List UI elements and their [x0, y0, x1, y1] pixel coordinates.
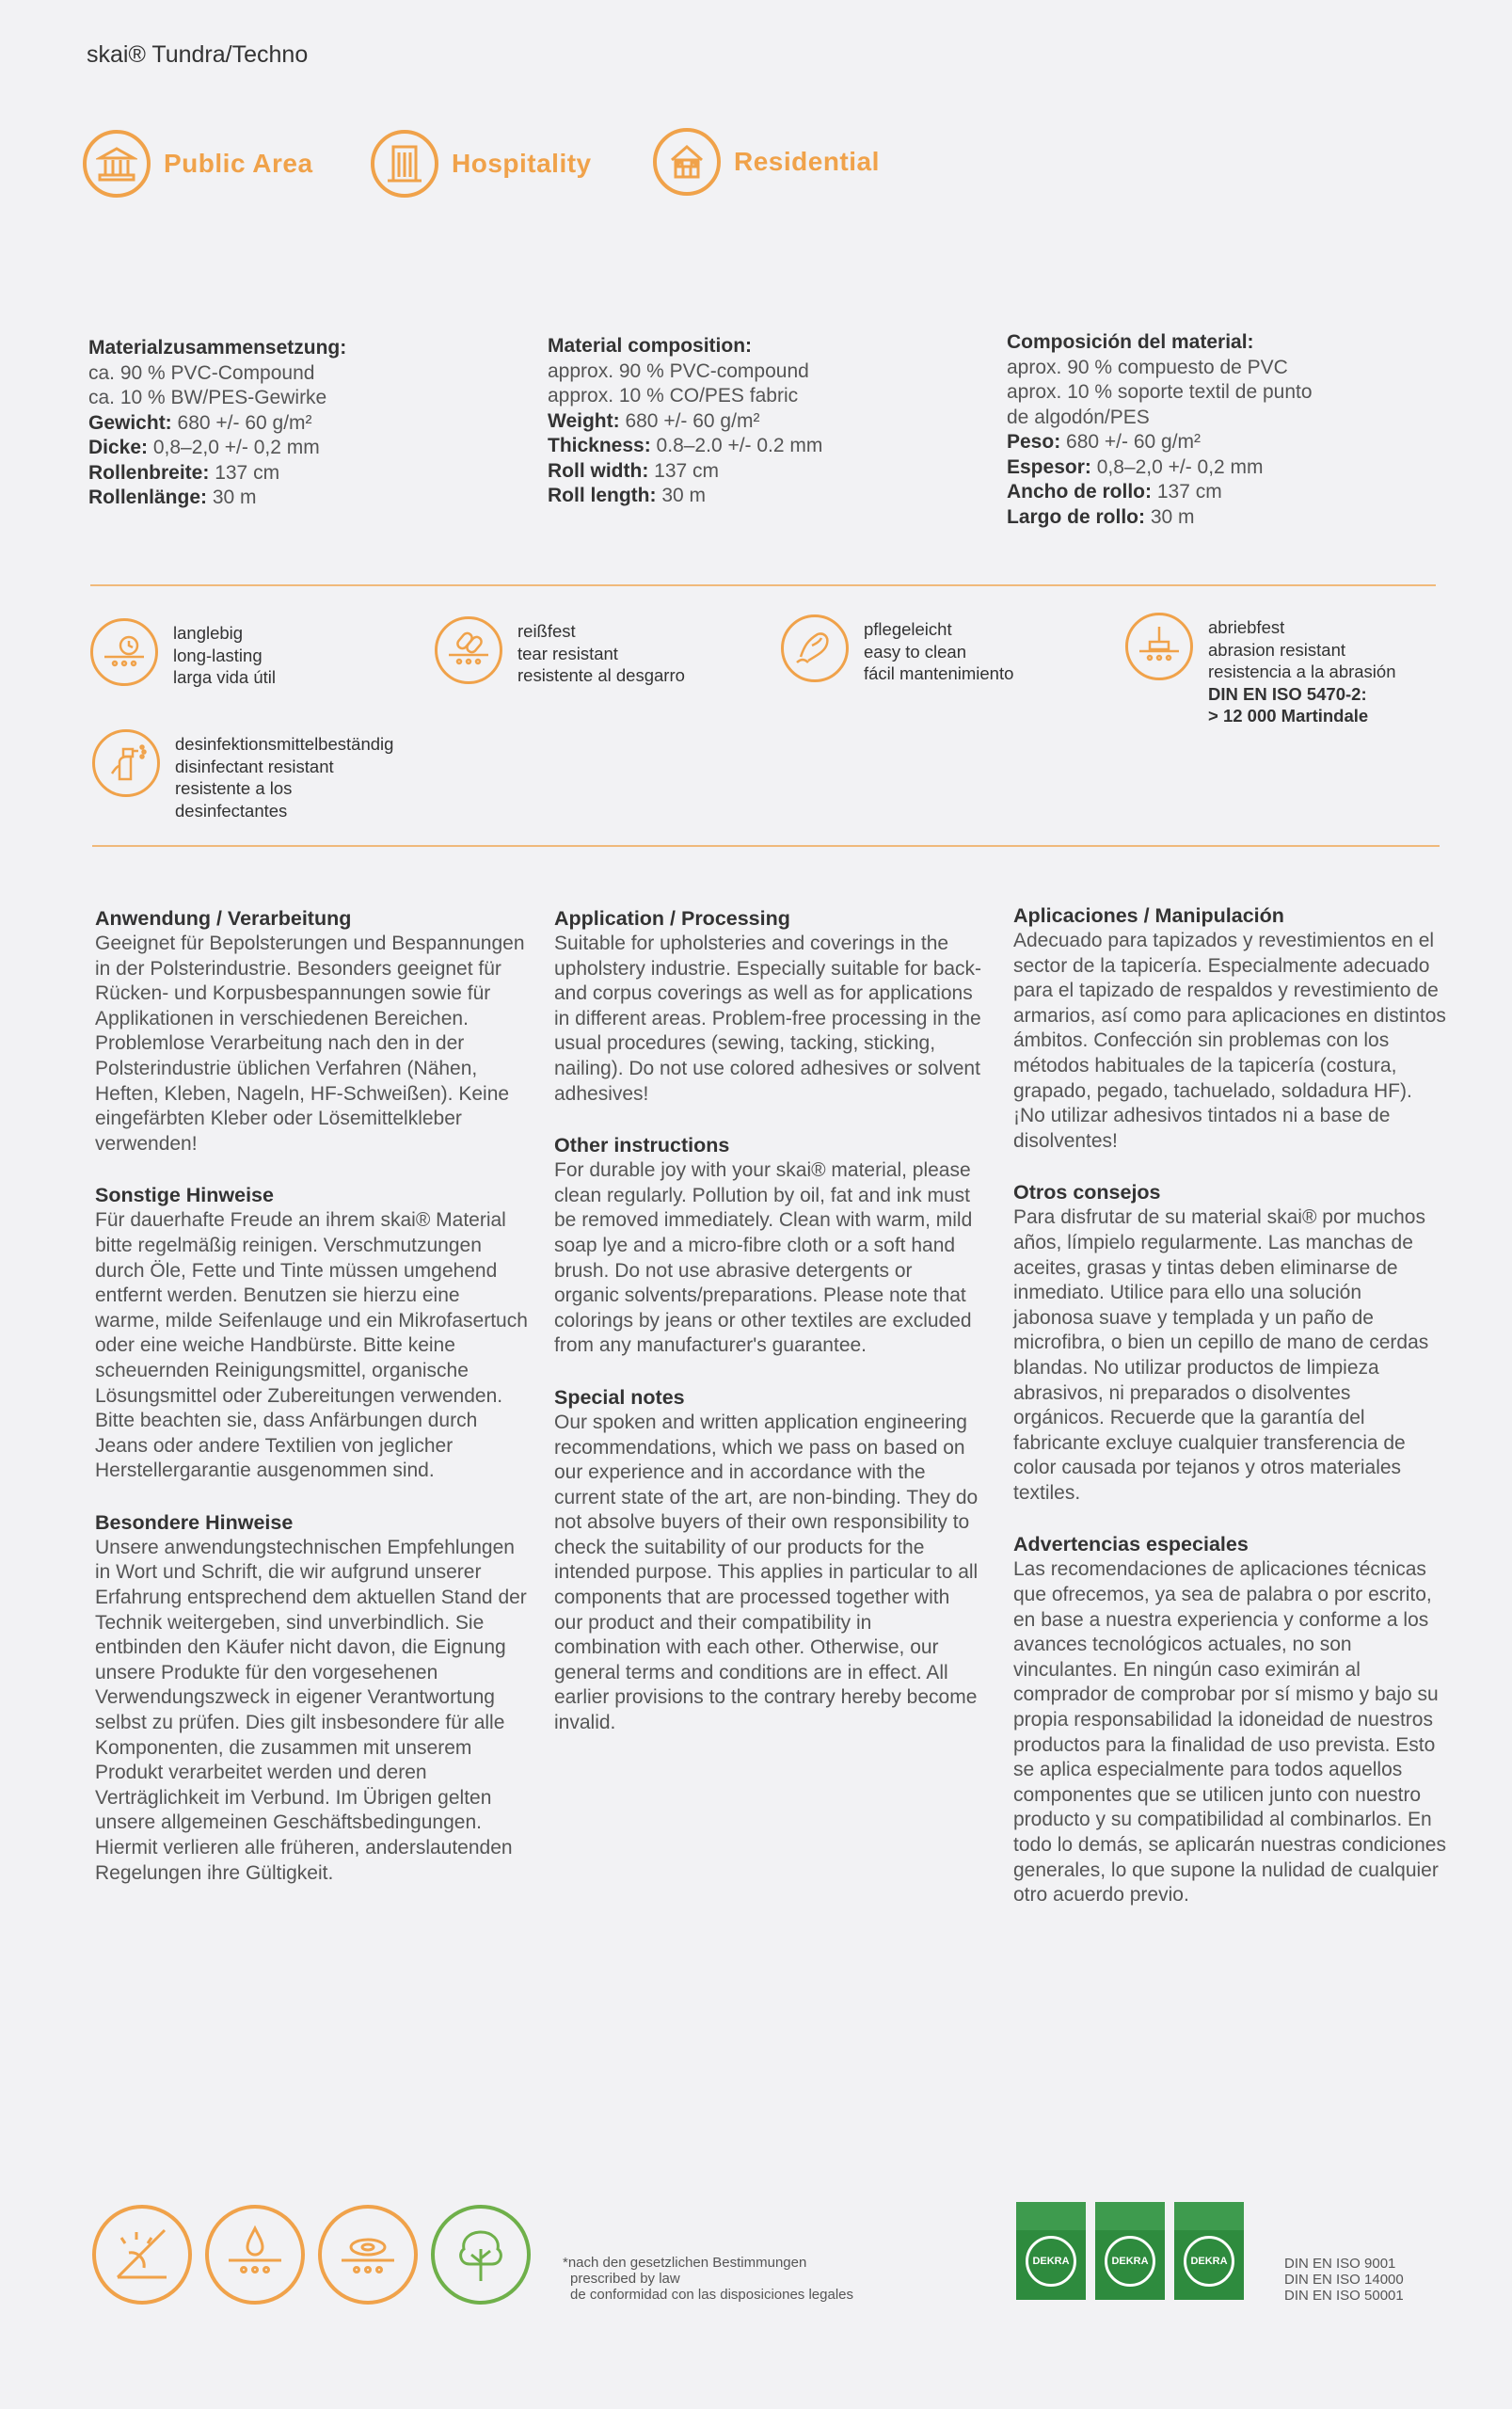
thickness-value: 0,8–2,0 +/- 0,2 mm: [148, 437, 320, 458]
composition-line: de algodón/PES: [1007, 406, 1150, 428]
composition-line: approx. 10 % CO/PES fabric: [548, 385, 799, 407]
feature-label-en: easy to clean: [864, 641, 967, 662]
cert-brand: DEKRA: [1190, 2256, 1228, 2267]
section-text: Para disfrutar de su material skai® por muchos años, límpielo regularmente. Las manchas de aceites, grasas y tintas deben eliminarse de inmediato. Utilice para ello una solución jabonosa suave y templada y un paño de microfibra, o bien un cepillo de mano de cerdas blandas. No utilizar productos de limpieza abrasivos, ni preparados o disolventes orgánicos. Recuerde que la garantía del fabricante excluye cualquier transferencia de color causada por tejanos y otros materiales textiles.: [1013, 1206, 1429, 1504]
feature-disinfectant-resistant: [92, 729, 393, 822]
section-text: For durable joy with your skai® material, please clean regularly. Pollution by oil, fat and ink must be removed immediately. Clean with warm, mild soap lye and a micro-fibre cloth or a soft hand brush. Do not use abrasive detergents or organic solvents/preparations. Please note that colorings by jeans or other textiles are excluded from any manufacturer's guarantee.: [554, 1159, 973, 1357]
weight-value: 680 +/- 60 g/m²: [1060, 431, 1202, 453]
feature-abrasion-resistant: [1125, 613, 1396, 727]
roll-length-label: Largo de rollo:: [1007, 505, 1145, 528]
section-title: Sonstige Hinweise: [95, 1184, 274, 1207]
use-area-hospitality: [371, 130, 592, 198]
clock-durability-icon: [90, 618, 158, 686]
section-text: Unsere anwendungstechnischen Empfehlungen in Wort und Schrift, die wir aufgrund unserer Erfahrung entsprechend dem aktuellen Stand der Technik weitergeben, sind unverbindlich. Sie entbinden den Käufer nicht davon, die Eignung unsere Produkte für den vorgesehenen Verwendungszweck in eigener Verantwortung selbst zu prüfen. Dies gilt insbesondere für alle Komponenten, die zusammen mit unserem Produkt verarbeitet werden und deren Verträglichkeit im Verbund. Im Übrigen gelten unsere allgemeinen Geschäftsbedingungen. Hiermit verlieren alle früheren, anderslautenden Regelungen ihre Gültigkeit.: [95, 1536, 527, 1884]
dekra-certificate-14000: [1095, 2202, 1165, 2300]
feature-label-de: desinfektionsmittelbeständig: [175, 734, 394, 754]
roll-length-label: Roll length:: [548, 485, 657, 506]
house-icon: [653, 128, 721, 196]
use-area-label: Residential: [734, 147, 880, 176]
section-text: Geeignet für Bepolsterungen und Bespannungen in der Polsterindustrie. Besonders geeignet für Rücken- und Korpusbespannungen sowie für Applikationen in verschiedenen Bereichen. Problemlose Verarbeitung nach den in der Polsterindustrie üblichen Verfahren (Nähen, Heften, Kleben, Nageln, HF-Schweißen). Keine eingefärbten Kleber oder Lösemittelkleber verwenden!: [95, 933, 525, 1155]
hotel-icon: [371, 130, 438, 198]
use-area-label: Public Area: [164, 149, 313, 178]
use-area-public: [83, 130, 313, 198]
feature-label-en: abrasion resistant: [1208, 639, 1346, 660]
use-area-label: Hospitality: [452, 149, 592, 178]
feature-easy-to-clean: [781, 614, 1013, 685]
weight-value: 680 +/- 60 g/m²: [171, 411, 312, 434]
feature-label-de: pflegeleicht: [864, 619, 952, 639]
tree-eco-icon: [431, 2205, 531, 2305]
iso-standard: DIN EN ISO 14000: [1284, 2272, 1404, 2288]
composition-heading: Material composition:: [548, 335, 753, 357]
footnote-line: prescribed by law: [570, 2271, 680, 2287]
section-title: Application / Processing: [554, 907, 790, 930]
abrasion-norm: DIN EN ISO 5470-2:: [1208, 683, 1367, 704]
roll-width-value: 137 cm: [209, 461, 280, 484]
section-title: Anwendung / Verarbeitung: [95, 907, 352, 930]
abrasion-value: > 12 000 Martindale: [1208, 706, 1369, 726]
composition-de: [88, 336, 502, 511]
composition-en: [548, 334, 962, 509]
iso-standards: [1284, 2256, 1404, 2304]
feature-label-es: fácil mantenimiento: [864, 663, 1014, 683]
roll-length-value: 30 m: [656, 485, 707, 506]
roll-length-label: Rollenlänge:: [88, 487, 208, 508]
dekra-logo-icon: [1184, 2236, 1234, 2287]
composition-heading: Materialzusammensetzung:: [88, 337, 347, 359]
abrasion-test-icon: [1125, 613, 1193, 680]
composition-heading: Composición del material:: [1007, 331, 1254, 353]
section-title: Other instructions: [554, 1134, 730, 1157]
cert-brand: DEKRA: [1032, 2256, 1070, 2267]
composition-line: aprox. 10 % soporte textil de punto: [1007, 381, 1313, 403]
footer-icons: [92, 2205, 531, 2305]
dekra-certificate-9001: [1016, 2202, 1086, 2300]
weight-label: Weight:: [548, 409, 620, 432]
divider: [92, 845, 1440, 847]
legal-footnote: [563, 2255, 853, 2303]
section-title: Besondere Hinweise: [95, 1510, 294, 1534]
roll-width-label: Rollenbreite:: [88, 461, 210, 484]
feature-label-es: larga vida útil: [173, 667, 277, 687]
feature-label-es: resistencia a la abrasión: [1208, 662, 1396, 681]
dekra-logo-icon: [1105, 2236, 1155, 2287]
composition-line: ca. 90 % PVC-Compound: [88, 361, 315, 384]
feature-label-en: disinfectant resistant: [175, 756, 334, 776]
section-text: Suitable for upholsteries and coverings in the upholstery industrie. Especially suitable for back- and corpus coverings as well as for applications in different areas. Problem-free processing in the usual procedures (sewing, tacking, sticking, nailing). Do not use colored adhesives or solvent adhesives!: [554, 933, 982, 1105]
roll-width-value: 137 cm: [1152, 481, 1222, 503]
composition-es: [1007, 330, 1440, 530]
iso-standard: DIN EN ISO 50001: [1284, 2288, 1404, 2304]
column-en: [554, 906, 982, 1763]
weight-label: Gewicht:: [88, 411, 172, 434]
feature-label-es: resistente a los: [175, 778, 293, 798]
composition-line: approx. 90 % PVC-compound: [548, 359, 809, 382]
feature-label-es: resistente al desgarro: [517, 665, 685, 685]
feature-label-es: desinfectantes: [175, 800, 288, 821]
footnote-line: *nach den gesetzlichen Bestimmungen: [563, 2255, 807, 2271]
roll-width-value: 137 cm: [648, 459, 720, 482]
roll-width-label: Ancho de rollo:: [1007, 481, 1152, 503]
thickness-label: Dicke:: [88, 437, 149, 458]
dekra-certificate-50001: [1174, 2202, 1244, 2300]
section-title: Otros consejos: [1013, 1181, 1161, 1204]
section-text: Für dauerhafte Freude an ihrem skai® Material bitte regelmäßig reinigen. Verschmutzungen durch Öle, Fette und Tinte müssen umgehend entfernt werden. Benutzen sie hierzu eine warme, milde Seifenlauge und ein Mikrofasertuch oder eine weiche Handbürste. Bitte keine scheuernden Reinigungsmittel, organische Lösungsmittel oder Zubereitungen verwenden. Bitte beachten sie, dass Anfärbungen durch Jeans oder andere Textilien von jeglicher Herstellergarantie ausgenommen sind.: [95, 1209, 528, 1482]
use-area-residential: [653, 128, 880, 196]
thickness-value: 0,8–2,0 +/- 0,2 mm: [1090, 455, 1264, 478]
dekra-logo-icon: [1026, 2236, 1076, 2287]
feature-label-de: abriebfest: [1208, 617, 1285, 637]
section-title: Special notes: [554, 1385, 685, 1409]
weight-label: Peso:: [1007, 431, 1061, 453]
roll-length-value: 30 m: [207, 487, 257, 508]
column-es: [1013, 903, 1446, 1935]
column-de: [95, 906, 528, 1912]
weight-value: 680 +/- 60 g/m²: [619, 409, 760, 432]
thickness-label: Thickness:: [548, 435, 651, 456]
feature-tear-resistant: [435, 616, 685, 687]
feature-long-lasting: [90, 618, 276, 689]
feature-label-de: langlebig: [173, 623, 244, 643]
thickness-value: 0.8–2.0 +/- 0.2 mm: [650, 435, 823, 456]
feature-label-en: long-lasting: [173, 645, 263, 665]
cert-brand: DEKRA: [1111, 2256, 1149, 2267]
section-title: Advertencias especiales: [1013, 1533, 1249, 1556]
certificates: [1016, 2202, 1244, 2300]
light-fastness-icon: [92, 2205, 192, 2305]
footnote-line: de conformidad con las disposiciones legales: [570, 2287, 854, 2303]
roll-length-value: 30 m: [1145, 505, 1195, 528]
public-building-icon: [83, 130, 151, 198]
iso-standard: DIN EN ISO 9001: [1284, 2256, 1396, 2272]
spray-bottle-icon: [92, 729, 160, 797]
heat-resistance-icon: [318, 2205, 418, 2305]
thickness-label: Espesor:: [1007, 455, 1091, 478]
roll-width-label: Roll width:: [548, 459, 649, 482]
section-text: Adecuado para tapizados y revestimientos en el sector de la tapicería. Especialmente adecuado para el tapizado de respaldos y revestimiento de armarios, así como para aplicaciones en distintos ámbitos. Confección sin problemas con los métodos habituales de la tapicería (costura, grapado, pegado, tachuelado, soldadura HF). ¡No utilizar adhesivos tintados ni a base de disolventes!: [1013, 930, 1446, 1152]
feature-label-de: reißfest: [517, 621, 576, 641]
feature-label-en: tear resistant: [517, 643, 618, 663]
water-drop-icon: [205, 2205, 305, 2305]
chain-link-icon: [435, 616, 502, 684]
section-text: Our spoken and written application engineering recommendations, which we pass on based on our experience and in accordance with the current state of the art, are non-binding. They do not absolve buyers of their own responsibility to check the suitability of our products for the intended purpose. This applies in particular to all components that are processed together with our product and their compatibility in combination with each other. Otherwise, our general terms and conditions are in effect. All earlier provisions to the contrary hereby become invalid.: [554, 1411, 979, 1734]
section-title: Aplicaciones / Manipulación: [1013, 904, 1284, 927]
cleaning-hand-icon: [781, 614, 849, 682]
composition-line: aprox. 90 % compuesto de PVC: [1007, 356, 1288, 378]
divider: [90, 584, 1436, 586]
section-text: Las recomendaciones de aplicaciones técnicas que ofrecemos, ya sea de palabra o por escrito, en base a nuestra experiencia y conforme a los avances tecnológicos actuales, no son vinculantes. En ningún caso eximirán al comprador de comprobar por sí mismo y bajo su propia responsabilidad la idoneidad de nuestros productos para la finalidad de uso prevista. Esto se aplica especialmente para todos aquellos componentes que se utilicen junto con nuestro producto y su compatibilidad al combinarlos. En todo lo demás, se aplicarán nuestras condiciones generales, lo que supone la nulidad de cualquier otro acuerdo previo.: [1013, 1558, 1446, 1906]
product-title: skai® Tundra/Techno: [87, 41, 309, 68]
composition-line: ca. 10 % BW/PES-Gewirke: [88, 387, 327, 408]
